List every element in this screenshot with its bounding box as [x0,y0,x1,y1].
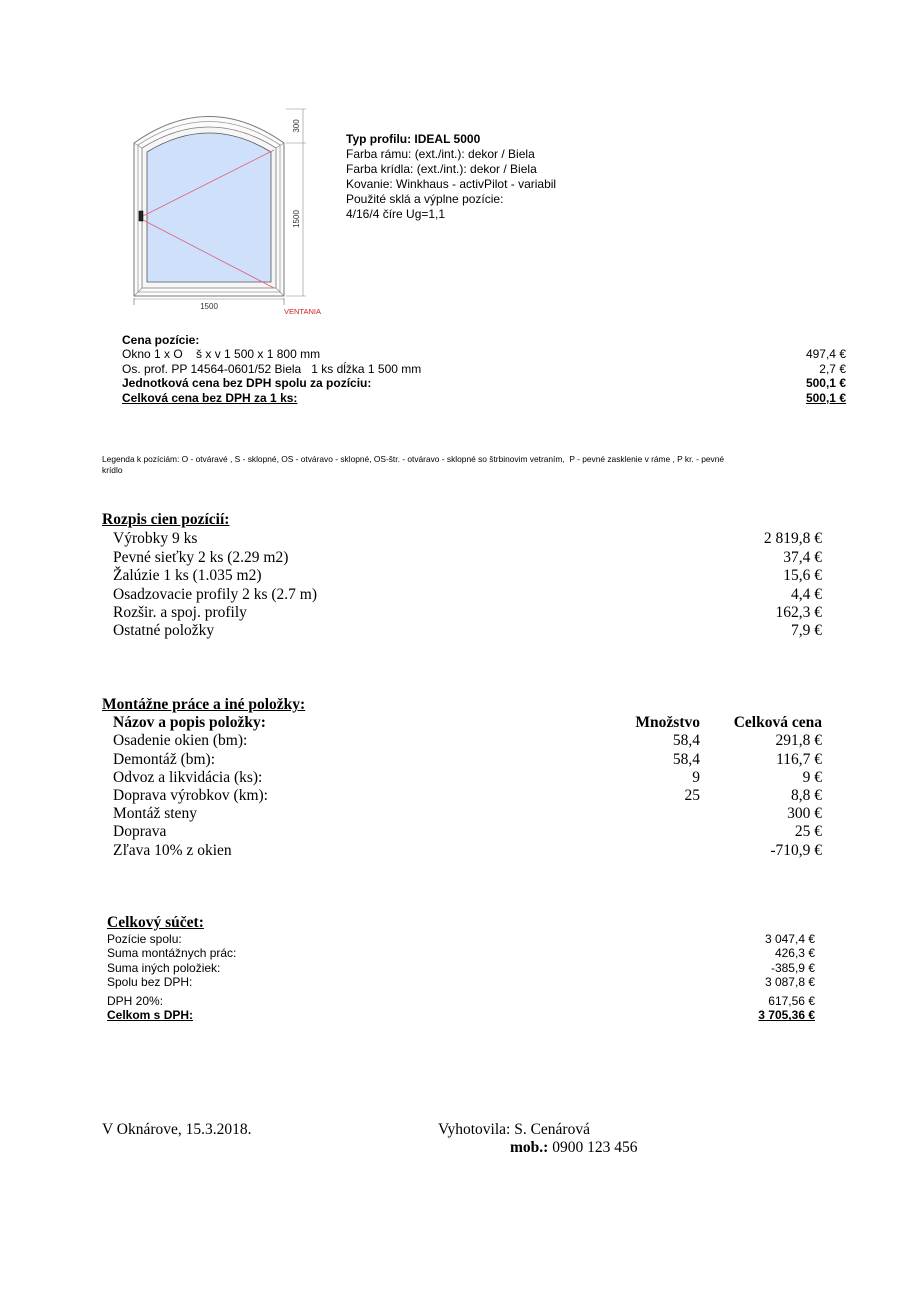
row-qty: 9 [692,768,700,786]
vat-label: DPH 20%: [107,994,164,1009]
installation-row [102,823,822,841]
sash-color: Farba krídla: (ext./int.): dekor / Biela [346,162,537,176]
price-line-value: 497,4 € [805,347,846,362]
frame-color: Farba rámu: (ext./int.): dekor / Biela [346,147,535,161]
col-name-header: Názov a popis položky: [113,714,266,732]
totals-row [107,961,815,975]
mobile-contact [510,1139,637,1157]
price-line-label: Os. prof. PP 14564-0601/52 Biela 1 ks dĺžka 1 500 mm [122,361,422,376]
installation-row [102,769,822,787]
profile-type: Typ profilu: IDEAL 5000 [346,132,481,146]
installation-section [102,696,822,860]
price-line [122,362,846,376]
other-sum-value: -385,9 € [770,960,815,975]
item-label: Ostatné položky [113,622,215,640]
row-price: -710,9 € [770,841,822,859]
gross-label: Celkom s DPH: [107,1008,194,1023]
row-price: 300 € [787,805,822,823]
row-name: Zľava 10% z okien [113,841,232,859]
price-line-value: 2,7 € [819,361,846,376]
position-total-row [122,391,846,405]
item-value: 162,3 € [775,604,822,622]
row-qty [604,842,700,860]
row-qty [604,805,700,823]
place-date: V Oknárove, 15.3.2018. [102,1121,252,1138]
totals-row [107,932,815,946]
row-name: Demontáž (bm): [113,750,216,768]
breakdown-item [102,622,822,640]
glass-pane [147,133,271,282]
item-value: 7,9 € [791,622,822,640]
breakdown-item [102,586,822,604]
installation-header [102,714,822,732]
installation-row [102,842,822,860]
item-value: 37,4 € [783,548,822,566]
item-value: 4,4 € [791,585,822,603]
price-line [122,347,846,361]
row-qty: 58,4 [672,750,700,768]
position-price [122,333,846,405]
grand-total-row [107,1008,815,1022]
item-label: Žalúzie 1 ks (1.035 m2) [113,567,262,585]
item-value: 15,6 € [783,567,822,585]
row-name: Doprava [113,823,167,841]
mobile-value: 0900 123 456 [548,1139,638,1156]
row-name: Osadenie okien (bm): [113,732,248,750]
row-qty [604,823,700,841]
arched-window-diagram [118,100,338,322]
row-qty: 25 [684,787,700,805]
dim-width-label: 1500 [200,302,218,311]
prepared-by: Vyhotovila: S. Cenárová [438,1121,590,1138]
installation-row [102,751,822,769]
row-name: Odvoz a likvidácia (ks): [113,768,263,786]
price-line-label: Okno 1 x O š x v 1 500 x 1 800 mm [122,347,321,362]
installation-sum-label: Suma montážnych prác: [107,946,237,961]
row-price: 116,7 € [776,750,822,768]
installation-sum-value: 426,3 € [774,946,815,961]
handle-icon [139,211,143,221]
item-label: Rozšir. a spoj. profily [113,604,247,622]
brand-logo: VENTANIA [284,307,321,316]
breakdown-item [102,530,822,548]
row-name: Montáž steny [113,805,197,823]
dim-arch-label: 300 [292,119,301,133]
installation-row [102,732,822,750]
positions-value: 3 047,4 € [764,932,815,946]
col-qty-header: Množstvo [635,714,700,732]
hardware: Kovanie: Winkhaus - activPilot - variabil [346,177,557,191]
vat-value: 617,56 € [768,994,815,1009]
legend [102,454,822,475]
dim-height-label: 1500 [292,210,301,228]
profile-info [346,132,556,222]
glass-value: 4/16/4 číre Ug=1,1 [346,207,446,221]
unit-total-value: 500,1 € [805,376,846,391]
gross-value: 3 705,36 € [758,1008,815,1023]
net-label: Spolu bez DPH: [107,974,193,989]
breakdown-item [102,549,822,567]
other-sum-label: Suma iných položiek: [107,960,221,975]
item-value: 2 819,8 € [763,530,822,548]
totals-title: Celkový súčet: [107,914,204,931]
unit-total-label: Jednotková cena bez DPH spolu za pozíciu: [122,376,372,391]
position-total-label: Celková cena bez DPH za 1 ks: [122,390,298,405]
row-price: 291,8 € [775,732,822,750]
row-price: 9 € [802,768,822,786]
net-value: 3 087,8 € [764,974,815,989]
totals-row [107,946,815,960]
positions-label: Pozície spolu: [107,932,182,946]
breakdown-title: Rozpis cien pozícií: [102,511,230,528]
row-qty: 58,4 [672,732,700,750]
unit-total-row [122,376,846,390]
item-label: Výrobky 9 ks [113,530,198,548]
mobile-label: mob.: [510,1139,549,1156]
breakdown-item [102,567,822,585]
glass-label: Použité sklá a výplne pozície: [346,192,504,206]
item-label: Osadzovacie profily 2 ks (2.7 m) [113,585,318,603]
price-breakdown [102,511,822,641]
totals-row [107,994,815,1008]
position-price-title: Cena pozície: [122,333,200,347]
legend-line: krídlo [102,464,123,475]
item-label: Pevné sieťky 2 ks (2.29 m2) [113,548,289,566]
totals-row [107,975,815,989]
row-price: 25 € [794,823,822,841]
installation-row [102,787,822,805]
row-name: Doprava výrobkov (km): [113,787,268,805]
installation-title: Montážne práce a iné položky: [102,696,306,713]
legend-line: Legenda k pozíciám: O - otváravé , S - sklopné, OS - otváravo - sklopné, OS-štr. - otváravo - sklopné so štrbinovim vetraním, P - pevné zasklenie v ráme , P kr. - pevné [102,454,725,464]
totals-section [107,914,815,1023]
col-price-header: Celková cena [733,714,822,732]
window-drawing [118,100,338,322]
row-price: 8,8 € [791,787,822,805]
position-total-value: 500,1 € [805,390,846,405]
installation-row [102,805,822,823]
breakdown-item [102,604,822,622]
